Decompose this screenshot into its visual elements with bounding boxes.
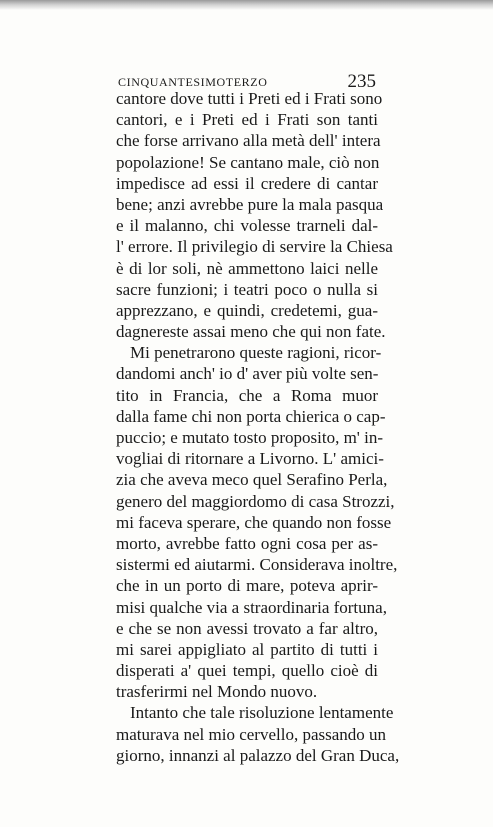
- text-line: maturava nel mio cervello, passando un: [116, 724, 387, 744]
- text-line: cantori, e i Preti ed i Frati son tanti: [116, 110, 378, 130]
- text-line: genero del maggiordomo di casa Strozzi,: [116, 491, 395, 511]
- text-line: che forse arrivano alla metà dell' intera: [116, 131, 381, 151]
- text-line: trasferirmi nel Mondo nuovo.: [116, 682, 318, 702]
- text-line: vogliai di ritornare a Livorno. L' amici-: [116, 449, 384, 469]
- page-number: 235: [347, 71, 376, 92]
- text-line: mi sarei appigliato al partito di tutti i: [116, 639, 378, 659]
- text-line: l' errore. Il privilegio di servire la Chiesa: [116, 237, 393, 257]
- text-line: apprezzano, e quindi, credetemi, gua-: [116, 300, 378, 320]
- text-line: Mi penetrarono queste ragioni, ricor-: [130, 343, 382, 363]
- running-title: CINQUANTESIMOTERZO: [118, 75, 268, 89]
- text-line: cantore dove tutti i Preti ed i Frati sono: [116, 89, 383, 108]
- text-line: giorno, innanzi al palazzo del Gran Duca,: [116, 745, 400, 765]
- text-line: sistermi ed aiutarmi. Considerava inoltre,: [116, 555, 398, 575]
- text-line: dagnereste assai meno che qui non fate.: [116, 322, 386, 342]
- body-text: [116, 88, 400, 766]
- text-line: misi qualche via a straordinaria fortuna,: [116, 597, 387, 617]
- text-line: tito in Francia, che a Roma muor: [116, 385, 378, 405]
- text-line: impedisce ad essi il credere di cantar: [116, 173, 378, 193]
- text-line: bene; anzi avrebbe pure la mala pasqua: [116, 194, 384, 214]
- text-line: popolazione! Se cantano male, ciò non: [116, 152, 380, 172]
- text-line: morto, avrebbe fatto ogni cosa per as-: [116, 533, 378, 553]
- text-line: Intanto che tale risoluzione lentamente: [130, 703, 394, 723]
- text-line: disperati a' quei tempi, quello cioè di: [116, 661, 378, 681]
- text-line: dalla fame chi non porta chierica o cap-: [116, 406, 386, 426]
- text-line: che in un porto di mare, poteva aprir-: [116, 576, 378, 596]
- text-line: è di lor soli, nè ammettono laici nelle: [116, 258, 378, 278]
- text-line: e il malanno, chi volesse trarneli dal-: [116, 216, 378, 236]
- text-line: zia che aveva meco quel Serafino Perla,: [116, 470, 388, 490]
- text-line: mi faceva sperare, che quando non fosse: [116, 512, 392, 532]
- scan-top-edge: [0, 0, 493, 10]
- text-line: e che se non avessi trovato a far altro,: [116, 618, 378, 638]
- text-line: dandomi anch' io d' aver più volte sen-: [116, 364, 379, 384]
- text-line: sacre funzioni; i teatri poco o nulla si: [116, 279, 378, 299]
- text-line: puccio; e mutato tosto proposito, m' in-: [116, 428, 384, 447]
